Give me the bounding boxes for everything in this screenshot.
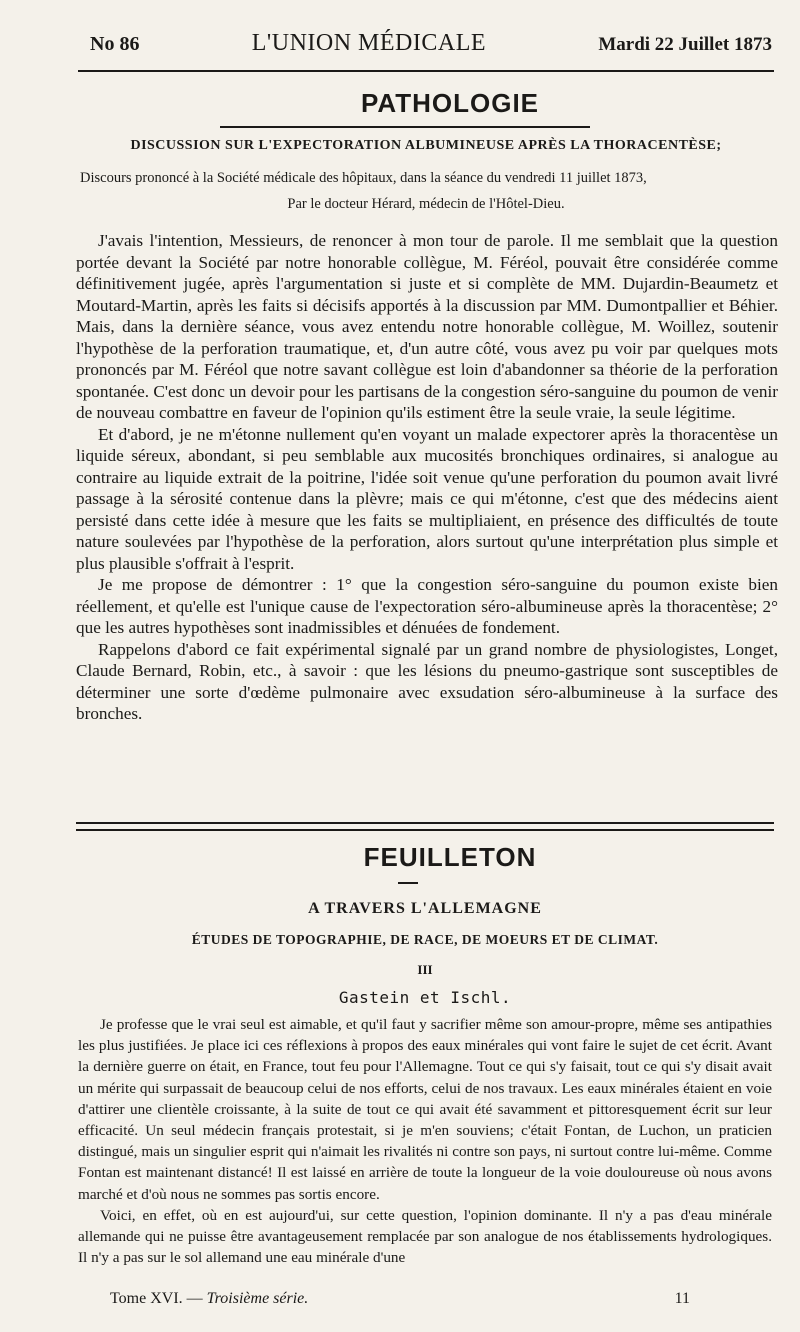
title-rule	[220, 126, 590, 128]
series-label: Troisième série.	[206, 1290, 309, 1307]
paragraph: Je me propose de démontrer : 1° que la congestion séro-sanguine du poumon existe bien réellement, et qu'elle est l'unique cause de l'expectoration séro-albumineuse après la thoracentèse; 2° que les autres hypothèses sont inadmissibles et dénuées de fondement.	[76, 575, 778, 637]
issue-date: Mardi 22 Juillet 1873	[598, 34, 772, 55]
feuilleton-caption: ÉTUDES DE TOPOGRAPHIE, DE RACE, DE MOEURS ET DE CLIMAT.	[191, 932, 659, 947]
article-intro: Discours prononcé à la Société médicale des hôpitaux, dans la séance du vendredi 11 juillet 1873,	[80, 170, 647, 186]
paragraph: Et d'abord, je ne m'étonne nullement qu'en voyant un malade expectorer après la thoracentèse un liquide séreux, abondant, si peu semblable aux mucosités bronchiques ordinaires, si analogue au contraire au liquide extrait de la poitrine, l'idée soit venue qu'une perforation du poumon avait livré passage à la sérosité contenue dans la plèvre; mais ce qui m'étonne, c'est que des médecins aient persisté dans cette idée à mesure que les faits se multipliaient, en présence des difficultés de toute nature soulevées par l'hypothèse de la perforation, alors surtout qu'une interprétation plus simple et plus plausible s'offrait à l'esprit.	[76, 424, 778, 573]
chapter-title: Gastein et Ischl.	[338, 988, 512, 1007]
sheet-number: 11	[674, 1290, 690, 1307]
paragraph: Je professe que le vrai seul est aimable, et qu'il faut y sacrifier même son amour-propre, même ses antipathies les plus justifiées. Je place ici ces réflexions à propos des eaux minérales qui vont faire le sujet de cet écrit. Avant la dernière guerre on était, en France, tout feu pour l'Allemagne. Tout ce qui s'y faisait, tout ce qui s'y disait avait un mérite qui surpassait de beaucoup celui de nos efforts, celui de nos travaux. Les eaux minérales étaient en voie d'attirer une clientèle croissante, à la suite de tout ce qui avait été savamment et pittoresquement écrit sur leur efficacité. Un seul médecin français protestait, si je m'en souviens; c'était Fontan, de Luchon, un praticien distingué, mais un singulier esprit qui n'aimait les rivalités ni contre son pays, ni surtout contre lui-même. Comme Fontan est maintenant distancé! Il est laissé en arrière de toute la longueur de la voie douloureuse où nous avons marché et d'où nous ne sommes pas sortis encore.	[78, 1016, 772, 1203]
journal-title: L'UNION MÉDICALE	[251, 30, 487, 56]
section-divider	[76, 822, 774, 831]
paragraph: Rappelons d'abord ce fait expérimental signalé par un grand nombre de physiologistes, Longet, Claude Bernard, Robin, etc., à savoir : que les lésions du pneumo-gastrique sont susceptibles de déterminer une sorte d'œdème pulmonaire avec exsudation séro-albumineuse à la surface des bronches.	[76, 639, 778, 723]
volume-info	[110, 1290, 308, 1308]
issue-number: No 86	[90, 33, 140, 55]
section-title-pathologie: PATHOLOGIE	[360, 88, 540, 118]
paragraph: Voici, en effet, où en est aujourd'ui, sur cette question, l'opinion dominante. Il n'y a pas d'eau minérale allemande qui ne puisse être avantageusement remplacée par son analogue de nos établissements hydrologiques. Il n'y a pas sur le sol allemand une eau minérale d'une	[78, 1206, 772, 1267]
page-header	[90, 30, 772, 64]
feuilleton-dash	[398, 882, 418, 884]
article-body	[76, 230, 778, 725]
page-footer	[110, 1290, 690, 1308]
feuilleton-body	[78, 1014, 772, 1268]
article-author: Par le docteur Hérard, médecin de l'Hôtel-Dieu.	[287, 196, 565, 212]
article-caption: DISCUSSION SUR L'EXPECTORATION ALBUMINEUSE APRÈS LA THORACENTÈSE;	[130, 138, 722, 153]
tome-label: Tome XVI. —	[110, 1290, 203, 1307]
section-title-feuilleton: FEUILLETON	[363, 842, 537, 872]
paragraph: J'avais l'intention, Messieurs, de renoncer à mon tour de parole. Il me semblait que la question portée devant la Société par notre honorable collègue, M. Féréol, pouvait être considérée comme définitivement jugée, après l'argumentation si juste et si complète de MM. Dujardin-Beaumetz et Moutard-Martin, après les faits si décisifs apportés à la discussion par MM. Dumontpallier et Béhier. Mais, dans la dernière séance, vous avez entendu notre honorable collègue, M. Woillez, soutenir l'hypothèse de la perforation traumatique, et, d'un autre côté, vous avez pu voir par quelques mots prononcés par M. Féréol que notre savant collègue est loin d'abandonner sa théorie de la perforation spontanée. C'est donc un devoir pour les partisans de la congestion séro-sanguine du poumon de venir de nouveau combattre en faveur de l'opinion qu'ils estiment être la seule vraie, la seule légitime.	[76, 231, 778, 422]
feuilleton-subtitle: A TRAVERS L'ALLEMAGNE	[308, 900, 542, 917]
chapter-number: III	[417, 962, 433, 977]
header-rule	[78, 70, 774, 72]
